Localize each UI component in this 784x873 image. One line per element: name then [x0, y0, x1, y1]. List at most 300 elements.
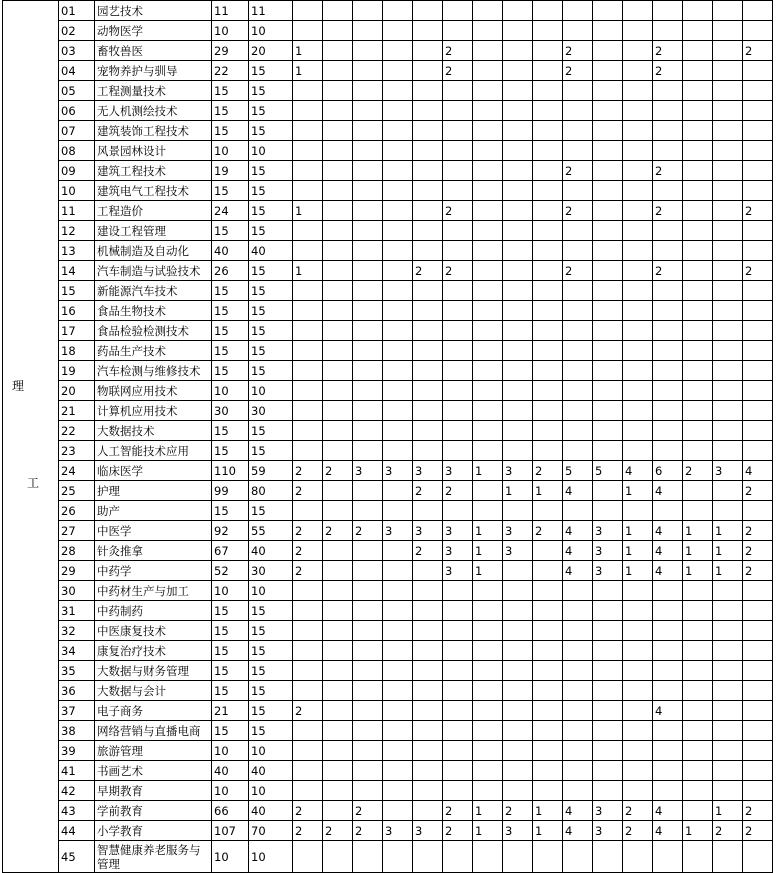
region-count: [683, 421, 713, 441]
plan-local: 80: [249, 481, 293, 501]
plan-local: 15: [249, 121, 293, 141]
region-count: [413, 781, 443, 801]
region-count: 3: [413, 461, 443, 481]
region-count: 3: [443, 561, 473, 581]
region-count: [503, 441, 533, 461]
plan-total: 15: [212, 81, 249, 101]
region-count: 1: [713, 521, 743, 541]
region-count: [533, 601, 563, 621]
major-code: 22: [59, 421, 95, 441]
region-count: [353, 281, 383, 301]
region-count: [533, 361, 563, 381]
major-code: 14: [59, 261, 95, 281]
region-count: [473, 761, 503, 781]
plan-local: 40: [249, 541, 293, 561]
region-count: [503, 241, 533, 261]
region-count: [503, 621, 533, 641]
table-row: [3, 161, 773, 181]
region-count: [353, 261, 383, 281]
region-count: [443, 661, 473, 681]
region-count: [443, 161, 473, 181]
region-count: 3: [593, 821, 623, 841]
region-count: [593, 501, 623, 521]
region-count: [743, 621, 773, 641]
region-count: [323, 341, 353, 361]
region-count: [623, 361, 653, 381]
region-count: [503, 281, 533, 301]
plan-total: 67: [212, 541, 249, 561]
region-count: [503, 101, 533, 121]
region-count: [653, 721, 683, 741]
region-count: [353, 441, 383, 461]
region-count: [743, 141, 773, 161]
region-count: [473, 281, 503, 301]
plan-local: 15: [249, 181, 293, 201]
region-count: [293, 781, 323, 801]
table-row: [3, 341, 773, 361]
region-count: [473, 401, 503, 421]
region-count: [443, 301, 473, 321]
region-count: [713, 221, 743, 241]
region-count: [683, 381, 713, 401]
plan-local: 20: [249, 41, 293, 61]
region-count: [383, 101, 413, 121]
major-name: 畜牧兽医: [95, 41, 212, 61]
region-count: [743, 21, 773, 41]
region-count: [623, 581, 653, 601]
region-count: [533, 161, 563, 181]
region-count: [323, 81, 353, 101]
plan-local: 15: [249, 221, 293, 241]
region-count: [413, 181, 443, 201]
region-count: 1: [533, 481, 563, 501]
plan-local: 30: [249, 401, 293, 421]
plan-total: 15: [212, 721, 249, 741]
region-count: [353, 701, 383, 721]
major-code: 01: [59, 1, 95, 21]
plan-total: 29: [212, 41, 249, 61]
major-name: 中药材生产与加工: [95, 581, 212, 601]
plan-local: 15: [249, 281, 293, 301]
region-count: [593, 401, 623, 421]
plan-total: 15: [212, 661, 249, 681]
region-count: 3: [713, 461, 743, 481]
region-count: [563, 221, 593, 241]
region-count: [413, 841, 443, 873]
region-count: [593, 341, 623, 361]
region-count: [623, 21, 653, 41]
region-count: [353, 841, 383, 873]
region-count: 2: [653, 201, 683, 221]
region-count: [653, 621, 683, 641]
table-row: [3, 241, 773, 261]
region-count: 1: [293, 261, 323, 281]
region-count: [323, 781, 353, 801]
region-count: [533, 621, 563, 641]
region-count: [383, 781, 413, 801]
region-count: [413, 61, 443, 81]
major-name: 动物医学: [95, 21, 212, 41]
region-count: [653, 101, 683, 121]
region-count: [503, 601, 533, 621]
region-count: [623, 701, 653, 721]
region-count: [743, 781, 773, 801]
region-count: [743, 701, 773, 721]
major-code: 15: [59, 281, 95, 301]
region-count: 2: [293, 821, 323, 841]
table-row: [3, 101, 773, 121]
plan-total: 15: [212, 101, 249, 121]
region-count: [323, 441, 353, 461]
plan-local: 15: [249, 201, 293, 221]
region-count: [713, 761, 743, 781]
region-count: [683, 781, 713, 801]
region-count: [383, 221, 413, 241]
plan-local: 15: [249, 101, 293, 121]
region-count: [743, 761, 773, 781]
region-count: [503, 61, 533, 81]
region-count: [293, 21, 323, 41]
region-count: 1: [683, 541, 713, 561]
region-count: [593, 421, 623, 441]
region-count: [653, 221, 683, 241]
table-row: [3, 521, 773, 541]
major-code: 19: [59, 361, 95, 381]
region-count: 4: [653, 701, 683, 721]
region-count: [743, 661, 773, 681]
region-count: [443, 701, 473, 721]
region-count: [353, 481, 383, 501]
region-count: [683, 101, 713, 121]
region-count: [683, 61, 713, 81]
major-code: 05: [59, 81, 95, 101]
region-count: [473, 161, 503, 181]
plan-total: 15: [212, 361, 249, 381]
region-count: [713, 681, 743, 701]
region-count: [473, 341, 503, 361]
region-count: [323, 661, 353, 681]
region-count: [353, 761, 383, 781]
region-count: 2: [353, 521, 383, 541]
major-name: 中药制药: [95, 601, 212, 621]
region-count: [743, 741, 773, 761]
region-count: [323, 741, 353, 761]
region-count: [443, 441, 473, 461]
region-count: [623, 261, 653, 281]
region-count: [413, 441, 443, 461]
major-name: 计算机应用技术: [95, 401, 212, 421]
region-count: [473, 781, 503, 801]
major-name: 临床医学: [95, 461, 212, 481]
region-count: 3: [503, 821, 533, 841]
region-count: [563, 641, 593, 661]
region-count: [443, 721, 473, 741]
table-row: [3, 481, 773, 501]
region-count: [443, 681, 473, 701]
major-code: 34: [59, 641, 95, 661]
plan-local: 10: [249, 741, 293, 761]
table-body: [3, 1, 773, 873]
major-name: 中医学: [95, 521, 212, 541]
region-count: [473, 361, 503, 381]
region-count: [443, 621, 473, 641]
region-count: [323, 681, 353, 701]
region-count: [383, 761, 413, 781]
major-name: 电子商务: [95, 701, 212, 721]
region-count: [653, 441, 683, 461]
plan-local: 10: [249, 581, 293, 601]
region-count: [353, 541, 383, 561]
region-count: [323, 161, 353, 181]
plan-total: 10: [212, 21, 249, 41]
region-count: [653, 141, 683, 161]
major-name: 汽车制造与试验技术: [95, 261, 212, 281]
region-count: 1: [683, 821, 713, 841]
region-count: [293, 321, 323, 341]
region-count: [713, 441, 743, 461]
region-count: 1: [503, 481, 533, 501]
region-count: [353, 161, 383, 181]
region-count: [713, 101, 743, 121]
major-name: 大数据与财务管理: [95, 661, 212, 681]
table-row: [3, 421, 773, 441]
region-count: [293, 181, 323, 201]
region-count: 3: [383, 521, 413, 541]
region-count: [383, 581, 413, 601]
table-row: [3, 21, 773, 41]
region-count: [743, 361, 773, 381]
region-count: [593, 81, 623, 101]
region-count: [473, 321, 503, 341]
region-count: 3: [413, 521, 443, 541]
region-count: [533, 701, 563, 721]
region-count: [713, 781, 743, 801]
region-count: [503, 561, 533, 581]
region-count: [323, 621, 353, 641]
region-count: [623, 301, 653, 321]
table-row: [3, 141, 773, 161]
region-count: [293, 501, 323, 521]
region-count: [353, 741, 383, 761]
region-count: [503, 21, 533, 41]
major-code: 31: [59, 601, 95, 621]
region-count: [713, 41, 743, 61]
region-count: [593, 661, 623, 681]
region-count: [383, 641, 413, 661]
plan-total: 19: [212, 161, 249, 181]
category-label-1: 理: [12, 379, 25, 393]
region-count: [503, 161, 533, 181]
major-name: 学前教育: [95, 801, 212, 821]
plan-local: 40: [249, 761, 293, 781]
region-count: [383, 701, 413, 721]
plan-local: 70: [249, 821, 293, 841]
region-count: [593, 641, 623, 661]
region-count: [653, 321, 683, 341]
plan-local: 15: [249, 61, 293, 81]
region-count: [563, 101, 593, 121]
region-count: [743, 441, 773, 461]
category-cell: [3, 1, 59, 873]
region-count: 4: [563, 561, 593, 581]
region-count: [533, 641, 563, 661]
region-count: [653, 401, 683, 421]
major-code: 23: [59, 441, 95, 461]
region-count: [623, 401, 653, 421]
region-count: [593, 241, 623, 261]
plan-local: 11: [249, 1, 293, 21]
plan-local: 15: [249, 721, 293, 741]
region-count: [323, 261, 353, 281]
region-count: [683, 841, 713, 873]
region-count: [383, 121, 413, 141]
region-count: [593, 721, 623, 741]
table-row: [3, 841, 773, 873]
region-count: [533, 1, 563, 21]
region-count: 1: [293, 61, 323, 81]
region-count: 2: [293, 481, 323, 501]
table-row: [3, 261, 773, 281]
region-count: [683, 261, 713, 281]
region-count: [533, 441, 563, 461]
plan-local: 40: [249, 241, 293, 261]
region-count: [713, 501, 743, 521]
plan-local: 15: [249, 341, 293, 361]
region-count: [413, 721, 443, 741]
region-count: [653, 421, 683, 441]
region-count: [743, 181, 773, 201]
region-count: [533, 121, 563, 141]
region-count: [383, 661, 413, 681]
region-count: [533, 141, 563, 161]
table-row: [3, 561, 773, 581]
region-count: [713, 341, 743, 361]
region-count: [623, 281, 653, 301]
region-count: [563, 741, 593, 761]
region-count: [713, 281, 743, 301]
region-count: 3: [443, 461, 473, 481]
region-count: [413, 641, 443, 661]
region-count: 2: [743, 41, 773, 61]
major-name: 康复治疗技术: [95, 641, 212, 661]
major-code: 38: [59, 721, 95, 741]
region-count: [503, 741, 533, 761]
plan-total: 15: [212, 441, 249, 461]
region-count: [593, 61, 623, 81]
plan-total: 40: [212, 761, 249, 781]
region-count: [353, 101, 383, 121]
region-count: 1: [473, 521, 503, 541]
region-count: [383, 741, 413, 761]
region-count: [533, 401, 563, 421]
plan-local: 15: [249, 321, 293, 341]
region-count: [323, 181, 353, 201]
region-count: 2: [413, 261, 443, 281]
table-row: [3, 1, 773, 21]
region-count: [653, 81, 683, 101]
region-count: [353, 381, 383, 401]
region-count: 2: [443, 61, 473, 81]
region-count: [593, 701, 623, 721]
major-name: 建设工程管理: [95, 221, 212, 241]
region-count: [353, 241, 383, 261]
region-count: [743, 641, 773, 661]
region-count: 1: [683, 561, 713, 581]
region-count: [653, 241, 683, 261]
region-count: [593, 621, 623, 641]
region-count: [653, 761, 683, 781]
region-count: [323, 321, 353, 341]
region-count: [353, 641, 383, 661]
plan-total: 15: [212, 601, 249, 621]
table-row: [3, 601, 773, 621]
region-count: [713, 721, 743, 741]
region-count: [503, 261, 533, 281]
region-count: [683, 341, 713, 361]
region-count: [563, 301, 593, 321]
region-count: [743, 221, 773, 241]
region-count: [293, 361, 323, 381]
region-count: [383, 301, 413, 321]
region-count: [653, 181, 683, 201]
region-count: [323, 401, 353, 421]
region-count: [533, 561, 563, 581]
region-count: [563, 401, 593, 421]
region-count: [683, 581, 713, 601]
region-count: [593, 101, 623, 121]
table-row: [3, 461, 773, 481]
region-count: [713, 1, 743, 21]
region-count: 2: [653, 261, 683, 281]
plan-total: 15: [212, 121, 249, 141]
region-count: [383, 241, 413, 261]
plan-total: 15: [212, 281, 249, 301]
region-count: [353, 661, 383, 681]
region-count: [713, 481, 743, 501]
region-count: [443, 641, 473, 661]
plan-local: 15: [249, 361, 293, 381]
table-row: [3, 641, 773, 661]
region-count: [683, 661, 713, 681]
major-name: 食品生物技术: [95, 301, 212, 321]
major-code: 03: [59, 41, 95, 61]
region-count: [413, 621, 443, 641]
region-count: [293, 101, 323, 121]
region-count: [353, 301, 383, 321]
region-count: 1: [533, 801, 563, 821]
region-count: [443, 241, 473, 261]
region-count: [473, 21, 503, 41]
region-count: 2: [413, 541, 443, 561]
region-count: [413, 421, 443, 441]
major-code: 25: [59, 481, 95, 501]
region-count: [563, 661, 593, 681]
region-count: 2: [443, 801, 473, 821]
region-count: [593, 41, 623, 61]
major-name: 物联网应用技术: [95, 381, 212, 401]
region-count: [383, 41, 413, 61]
region-count: [323, 61, 353, 81]
region-count: [443, 181, 473, 201]
region-count: [743, 121, 773, 141]
region-count: [353, 621, 383, 641]
region-count: 1: [623, 561, 653, 581]
region-count: 4: [653, 561, 683, 581]
region-count: [713, 421, 743, 441]
region-count: [713, 581, 743, 601]
region-count: [623, 681, 653, 701]
region-count: [473, 841, 503, 873]
